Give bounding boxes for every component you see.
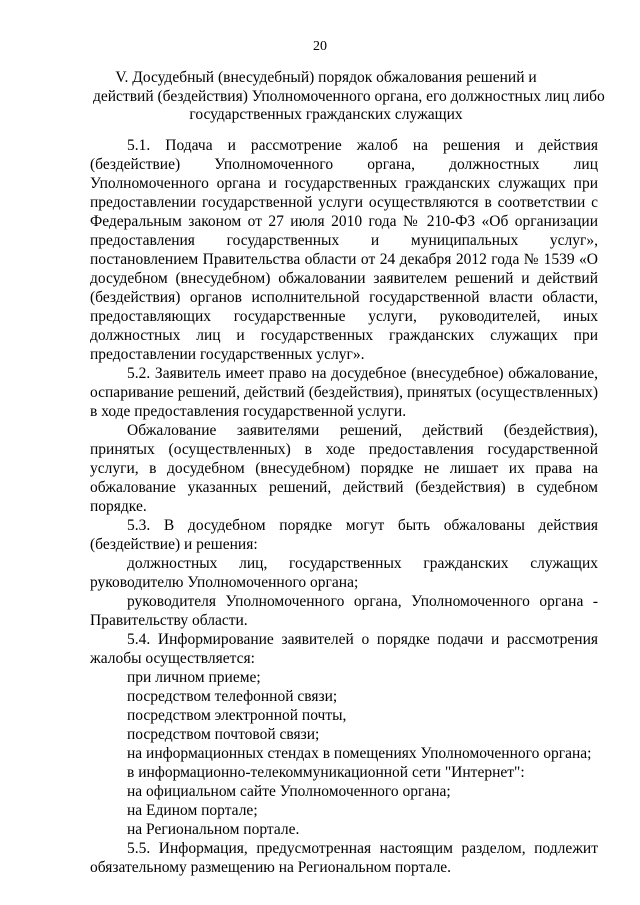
- paragraph-5-4: 5.4. Информирование заявителей о порядке подачи и рассмотрения жалобы осуществляется:: [90, 631, 598, 667]
- document-body: [90, 136, 598, 877]
- list-item: на Едином портале;: [127, 802, 258, 819]
- paragraph-5-1: 5.1. Подача и рассмотрение жалоб на решения и действия (бездействие) Уполномоченного органа, должностных лиц Уполномоченного органа и государственных гражданских служащих при предоставлении государственной услуги осуществляются в соответствии с Федеральным законом от 27 июля 2010 года № 210-ФЗ «Об организации предоставления государственных и муниципальных услуг», постановлением Правительства области от 24 декабря 2012 года № 1539 «О досудебном (внесудебном) обжаловании заявителем решений и действий (бездействия) органов исполнительной государственной власти области, предоставляющих государственные услуги, руководителей, иных должностных лиц и государственных гражданских служащих при предоставлении государственных услуг».: [90, 137, 598, 363]
- page-number: 20: [313, 39, 327, 54]
- paragraph-5-2: 5.2. Заявитель имеет право на досудебное (внесудебное) обжалование, оспаривание решений, действий (бездействия), принятых (осуществленных) в ходе предоставления государственной услуги.: [90, 365, 598, 420]
- heading-line-2: действий (бездействия) Уполномоченного органа, его должностных лиц либо: [93, 87, 605, 105]
- heading-line-1: V. Досудебный (внесудебный) порядок обжалования решений и: [115, 69, 537, 86]
- paragraph-5-3-head: руководителя Уполномоченного органа, Уполномоченного органа - Правительству области.: [90, 593, 598, 629]
- list-item: в информационно-телекоммуникационной сети "Интернет":: [127, 764, 525, 781]
- heading-line-3: государственных гражданских служащих: [189, 106, 463, 123]
- list-item: при личном приеме;: [127, 669, 261, 686]
- list-item: на информационных стендах в помещениях Уполномоченного органа;: [127, 745, 592, 762]
- list-item: на Региональном портале.: [127, 821, 300, 838]
- list-item: посредством электронной почты,: [127, 707, 347, 724]
- list-item: посредством почтовой связи;: [127, 726, 320, 743]
- paragraph-5-2-appeal: Обжалование заявителями решений, действий (бездействия), принятых (осуществленных) в ходе предоставления государственной услуги, в досудебном (внесудебном) порядке не лишает их права на обжалование указанных решений, действий (бездействия) в судебном порядке.: [90, 422, 598, 515]
- paragraph-5-5: 5.5. Информация, предусмотренная настоящим разделом, подлежит обязательному размещению на Региональном портале.: [90, 840, 598, 876]
- section-heading: [93, 69, 605, 125]
- list-item: на официальном сайте Уполномоченного органа;: [127, 783, 451, 800]
- paragraph-5-3-officials: должностных лиц, государственных гражданских служащих руководителю Уполномоченного органа;: [90, 555, 598, 591]
- list-item: посредством телефонной связи;: [127, 688, 338, 705]
- paragraph-5-3: 5.3. В досудебном порядке могут быть обжалованы действия (бездействие) и решения:: [90, 517, 598, 553]
